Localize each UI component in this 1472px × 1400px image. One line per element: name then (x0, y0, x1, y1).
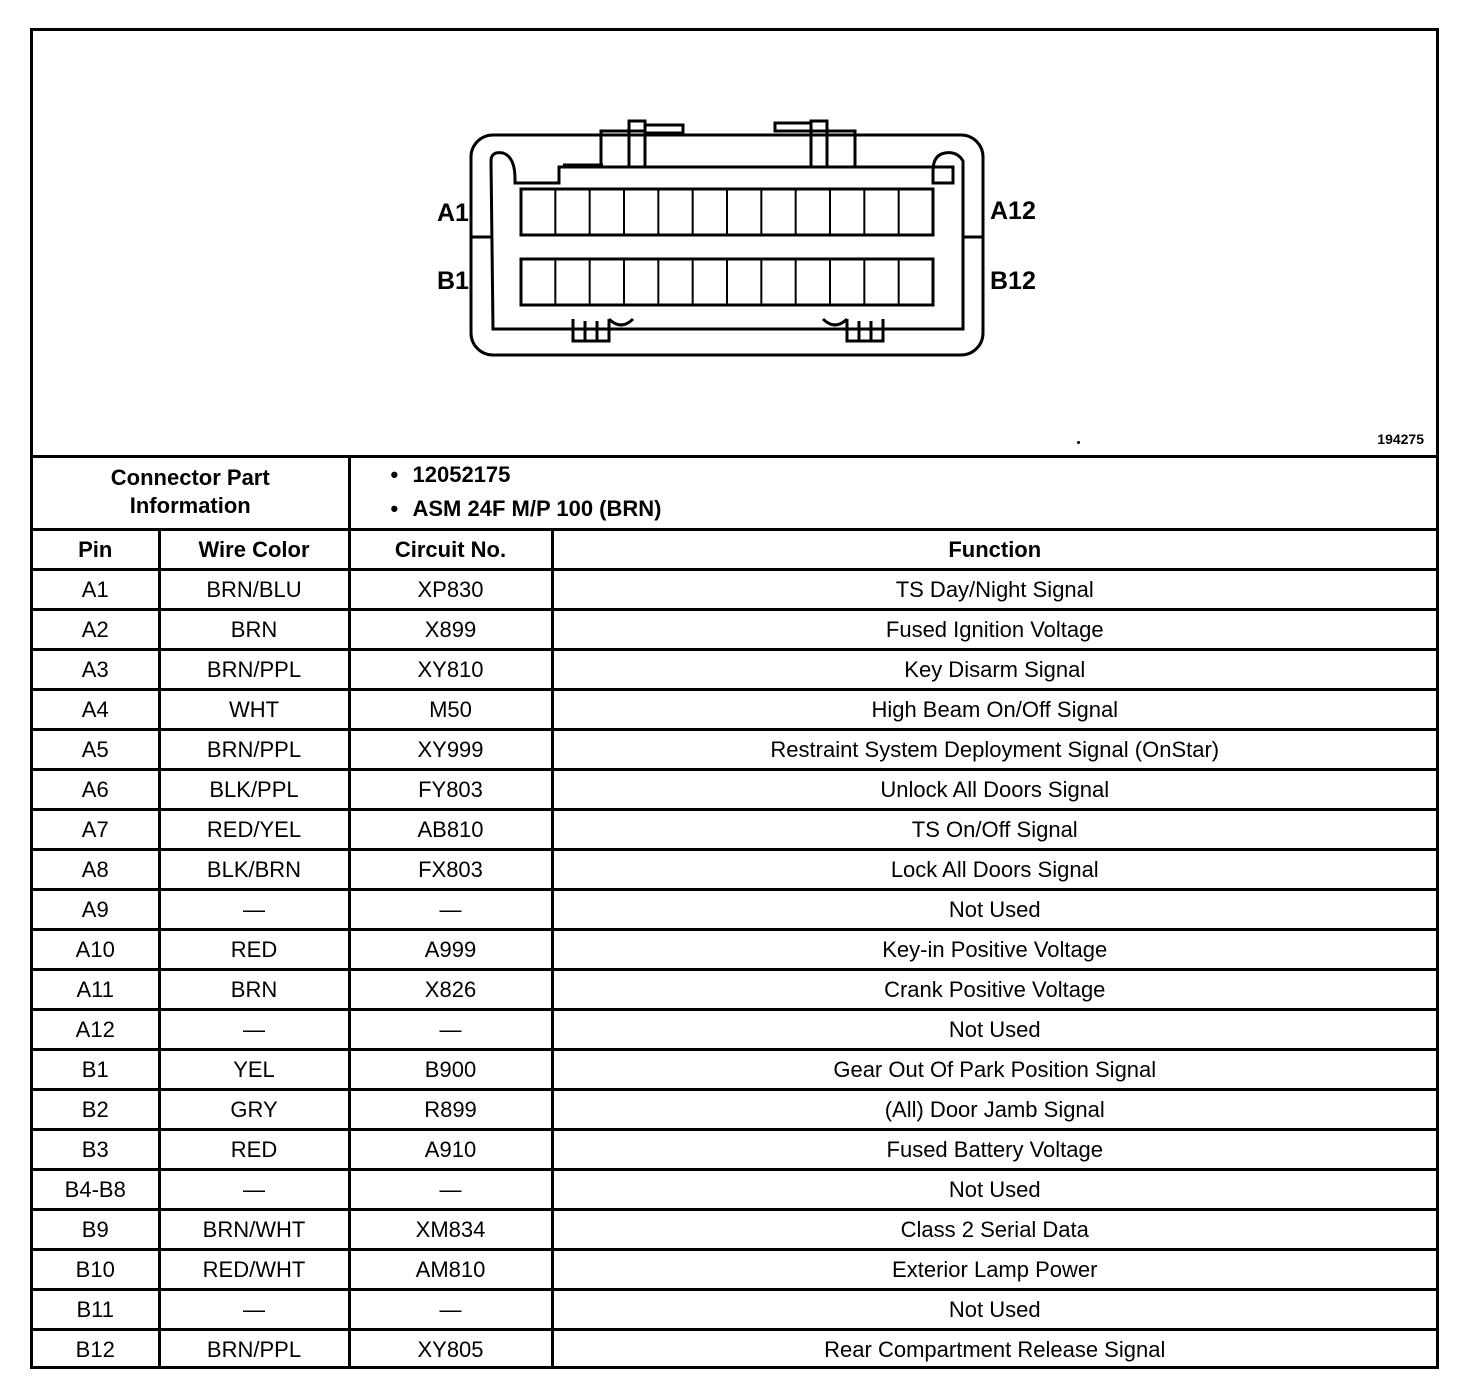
connector-info-list (349, 455, 1436, 530)
wire-color-cell: YEL (159, 1050, 349, 1090)
wire-color-cell: RED (159, 1130, 349, 1170)
function-cell: Fused Battery Voltage (552, 1130, 1436, 1170)
pin-cell: A9 (33, 890, 159, 930)
circuit-cell: A999 (349, 930, 552, 970)
function-cell: Not Used (552, 1170, 1436, 1210)
wire-color-cell: WHT (159, 690, 349, 730)
table-row (33, 930, 1436, 970)
table-row (33, 890, 1436, 930)
table-row (33, 1290, 1436, 1330)
pin-cell: A3 (33, 650, 159, 690)
table-row (33, 1250, 1436, 1290)
pin-cell: A2 (33, 610, 159, 650)
pin-label-a1: A1 (437, 199, 469, 227)
circuit-cell: XM834 (349, 1210, 552, 1250)
scan-speck (1077, 441, 1080, 444)
latch-left-post (629, 121, 645, 167)
circuit-cell: XY999 (349, 730, 552, 770)
pin-header: Pin (33, 530, 159, 570)
pin-cell: B3 (33, 1130, 159, 1170)
circuit-cell: B900 (349, 1050, 552, 1090)
figure-id: 194275 (1377, 431, 1424, 447)
circuit-cell: R899 (349, 1090, 552, 1130)
function-cell: Class 2 Serial Data (552, 1210, 1436, 1250)
circuit-cell: M50 (349, 690, 552, 730)
circuit-cell: AM810 (349, 1250, 552, 1290)
function-cell: Unlock All Doors Signal (552, 770, 1436, 810)
wire-color-cell: RED/YEL (159, 810, 349, 850)
wire-color-cell: — (159, 1290, 349, 1330)
function-cell: Crank Positive Voltage (552, 970, 1436, 1010)
pin-cell: B9 (33, 1210, 159, 1250)
table-row (33, 850, 1436, 890)
function-cell: TS On/Off Signal (552, 810, 1436, 850)
table-row (33, 650, 1436, 690)
connector-figure (33, 31, 1436, 458)
table-row (33, 570, 1436, 610)
pin-label-b1: B1 (437, 267, 469, 295)
circuit-cell: — (349, 1290, 552, 1330)
function-cell: Gear Out Of Park Position Signal (552, 1050, 1436, 1090)
table-row (33, 1170, 1436, 1210)
table-row (33, 770, 1436, 810)
connector-info-item: • 12052175 (390, 461, 511, 487)
connector-info-label-text: Connector Part Information (110, 464, 270, 518)
wire-color-cell: BRN/BLU (159, 570, 349, 610)
wire-color-cell: BRN (159, 970, 349, 1010)
circuit-cell: — (349, 1170, 552, 1210)
wire-color-cell: BLK/PPL (159, 770, 349, 810)
function-header: Function (552, 530, 1436, 570)
table-row (33, 1330, 1436, 1369)
wire-color-cell: BRN (159, 610, 349, 650)
circuit-cell: X899 (349, 610, 552, 650)
circuit-cell: FY803 (349, 770, 552, 810)
pin-cell: A10 (33, 930, 159, 970)
function-cell: Exterior Lamp Power (552, 1250, 1436, 1290)
function-cell: Key-in Positive Voltage (552, 930, 1436, 970)
circuit-cell: XY810 (349, 650, 552, 690)
function-cell: Rear Compartment Release Signal (552, 1330, 1436, 1369)
function-cell: Restraint System Deployment Signal (OnStar) (552, 730, 1436, 770)
table-row (33, 970, 1436, 1010)
wire-color-cell: — (159, 1170, 349, 1210)
wire-color-cell: BRN/PPL (159, 650, 349, 690)
connector-info-label (33, 455, 349, 530)
circuit-cell: A910 (349, 1130, 552, 1170)
connector-description: ASM 24F M/P 100 (BRN) (412, 495, 662, 521)
circuit-header: Circuit No. (349, 530, 552, 570)
latch-right-post (811, 121, 827, 167)
pin-cell: A1 (33, 570, 159, 610)
pin-cell: A4 (33, 690, 159, 730)
pin-cell: B10 (33, 1250, 159, 1290)
function-cell: Not Used (552, 1290, 1436, 1330)
circuit-cell: X826 (349, 970, 552, 1010)
circuit-cell: — (349, 1010, 552, 1050)
pin-cell: B12 (33, 1330, 159, 1369)
pin-cell: B11 (33, 1290, 159, 1330)
table-row (33, 730, 1436, 770)
pin-cell: A11 (33, 970, 159, 1010)
function-cell: Key Disarm Signal (552, 650, 1436, 690)
function-cell: Not Used (552, 1010, 1436, 1050)
table-row (33, 690, 1436, 730)
pin-cell: A12 (33, 1010, 159, 1050)
wire-color-cell: — (159, 1010, 349, 1050)
connector-info-row (33, 455, 1436, 530)
wire-color-cell: GRY (159, 1090, 349, 1130)
function-cell: (All) Door Jamb Signal (552, 1090, 1436, 1130)
circuit-cell: — (349, 890, 552, 930)
wire-color-cell: BRN/WHT (159, 1210, 349, 1250)
wire-color-cell: RED (159, 930, 349, 970)
pin-cell: B4-B8 (33, 1170, 159, 1210)
latch-left-tab (645, 125, 683, 133)
table-row (33, 610, 1436, 650)
pin-label-a12: A12 (990, 197, 1036, 225)
function-cell: Not Used (552, 890, 1436, 930)
pin-label-b12: B12 (990, 267, 1036, 295)
table-row (33, 1050, 1436, 1090)
pin-cell: A7 (33, 810, 159, 850)
wire-color-cell: BRN/PPL (159, 730, 349, 770)
circuit-cell: XY805 (349, 1330, 552, 1369)
circuit-cell: FX803 (349, 850, 552, 890)
table-row (33, 810, 1436, 850)
circuit-cell: XP830 (349, 570, 552, 610)
pin-cell: A5 (33, 730, 159, 770)
header-row (33, 530, 1436, 570)
pin-cell: A6 (33, 770, 159, 810)
wire-color-cell: RED/WHT (159, 1250, 349, 1290)
table-row (33, 1130, 1436, 1170)
pin-cell: B2 (33, 1090, 159, 1130)
pinout-table (33, 455, 1436, 1368)
wire-color-cell: BLK/BRN (159, 850, 349, 890)
function-cell: Fused Ignition Voltage (552, 610, 1436, 650)
connector-drawing (33, 31, 1436, 455)
wire-color-cell: BRN/PPL (159, 1330, 349, 1369)
connector-info-item: • ASM 24F M/P 100 (BRN) (390, 495, 662, 521)
pin-cell: B1 (33, 1050, 159, 1090)
pin-cell: A8 (33, 850, 159, 890)
table-row (33, 1210, 1436, 1250)
connector-sheet (30, 28, 1439, 1369)
wire-color-header: Wire Color (159, 530, 349, 570)
function-cell: TS Day/Night Signal (552, 570, 1436, 610)
table-row (33, 1010, 1436, 1050)
part-number: 12052175 (412, 461, 511, 487)
function-cell: Lock All Doors Signal (552, 850, 1436, 890)
table-row (33, 1090, 1436, 1130)
latch-right-tab (775, 123, 811, 131)
circuit-cell: AB810 (349, 810, 552, 850)
wire-color-cell: — (159, 890, 349, 930)
function-cell: High Beam On/Off Signal (552, 690, 1436, 730)
